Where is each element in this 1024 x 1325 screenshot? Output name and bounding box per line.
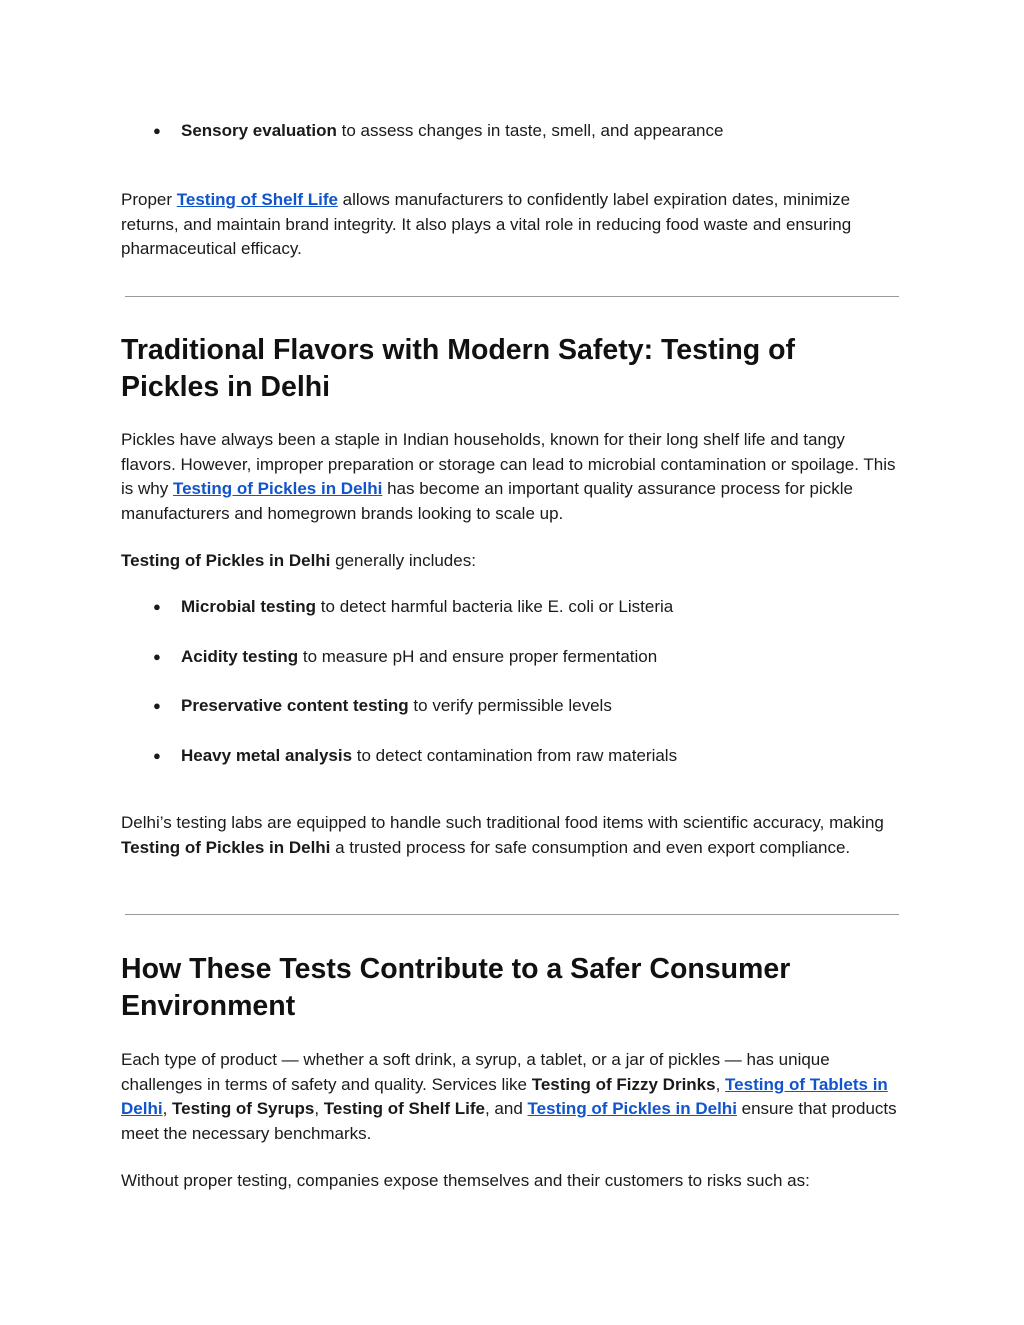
paragraph-bold: Testing of Shelf Life	[323, 1099, 485, 1118]
bullet-list-shelf-life	[121, 119, 901, 144]
safer-consumer-paragraph	[121, 1048, 901, 1146]
paragraph-text: ensure that products meet the necessary benchmarks.	[121, 1099, 897, 1143]
risks-paragraph: Without proper testing, companies expose themselves and their customers to risks such as:	[121, 1171, 810, 1190]
heading-safer-consumer: How These Tests Contribute to a Safer Consumer Environment	[121, 953, 791, 1022]
section-divider	[125, 914, 899, 915]
shelf-life-paragraph	[121, 188, 901, 262]
separator-text: ,	[314, 1099, 324, 1118]
heading-pickles: Traditional Flavors with Modern Safety: Testing of Pickles in Delhi	[121, 334, 796, 403]
list-item-bold: Sensory evaluation	[181, 121, 337, 140]
list-item-text: to measure pH and ensure proper fermentation	[298, 646, 658, 666]
paragraph-text: allows manufacturers to confidently label expiration dates, minimize returns, and maintain brand integrity. It also plays a vital role in reducing food waste and ensuring pharmaceutical efficacy.	[121, 190, 852, 258]
paragraph-bold: Testing of Fizzy Drinks	[531, 1074, 716, 1094]
list-item-text: to verify permissible levels	[408, 696, 612, 715]
bullet-icon: ●	[153, 747, 161, 763]
paragraph-text: Proper	[121, 190, 177, 209]
separator-text: ,	[715, 1074, 726, 1094]
separator-text: , and	[484, 1099, 528, 1118]
bullet-icon: ●	[153, 648, 161, 664]
link-testing-of-tablets-in-delhi[interactable]: Testing of Tablets in Delhi	[121, 1074, 888, 1118]
list-item-text: to assess changes in taste, smell, and appearance	[336, 121, 724, 140]
list-item-text: to detect contamination from raw materials	[352, 745, 678, 765]
paragraph-text: a trusted process for safe consumption and even export compliance.	[330, 837, 851, 857]
paragraph-bold: Testing of Syrups	[172, 1099, 315, 1118]
list-item	[121, 694, 901, 719]
bullet-icon: ●	[153, 123, 161, 138]
bullet-list-pickle-tests	[121, 595, 901, 768]
list-item	[121, 119, 901, 144]
delhi-labs-paragraph	[121, 811, 901, 860]
list-item	[121, 744, 901, 769]
list-item	[121, 595, 901, 620]
paragraph-text: has become an important quality assurance process for pickle manufacturers and homegrown brands looking to scale up.	[121, 479, 853, 523]
paragraph-bold: Testing of Pickles in Delhi	[121, 837, 331, 857]
list-item-bold: Acidity testing	[181, 646, 299, 666]
bullet-icon: ●	[153, 698, 161, 713]
paragraph-text: Pickles have always been a staple in Indian households, known for their long shelf life and tangy flavors. However, improper preparation or storage can lead to microbial contamination or spoilage. This is why	[121, 430, 896, 498]
intro-text: generally includes:	[330, 551, 476, 570]
pickles-intro	[121, 549, 901, 574]
list-item	[121, 645, 901, 670]
list-item-bold: Preservative content testing	[181, 696, 409, 715]
paragraph-text: Each type of product — whether a soft drink, a syrup, a tablet, or a jar of pickles — has unique challenges in terms of safety and quality. Services like	[121, 1050, 830, 1094]
section-divider	[125, 296, 899, 297]
separator-text: ,	[162, 1099, 173, 1118]
link-testing-of-pickles-in-delhi[interactable]: Testing of Pickles in Delhi	[172, 479, 383, 498]
bullet-icon: ●	[153, 599, 161, 614]
link-testing-of-pickles-in-delhi[interactable]: Testing of Pickles in Delhi	[527, 1099, 737, 1118]
intro-bold: Testing of Pickles in Delhi	[121, 551, 331, 570]
pickles-paragraph	[121, 428, 901, 526]
link-testing-of-shelf-life[interactable]: Testing of Shelf Life	[176, 190, 338, 209]
list-item-bold: Heavy metal analysis	[181, 745, 353, 765]
list-item-bold: Microbial testing	[181, 597, 317, 616]
list-item-text: to detect harmful bacteria like E. coli or Listeria	[316, 597, 674, 616]
paragraph-text: Delhi’s testing labs are equipped to handle such traditional food items with scientific accuracy, making	[121, 813, 884, 832]
